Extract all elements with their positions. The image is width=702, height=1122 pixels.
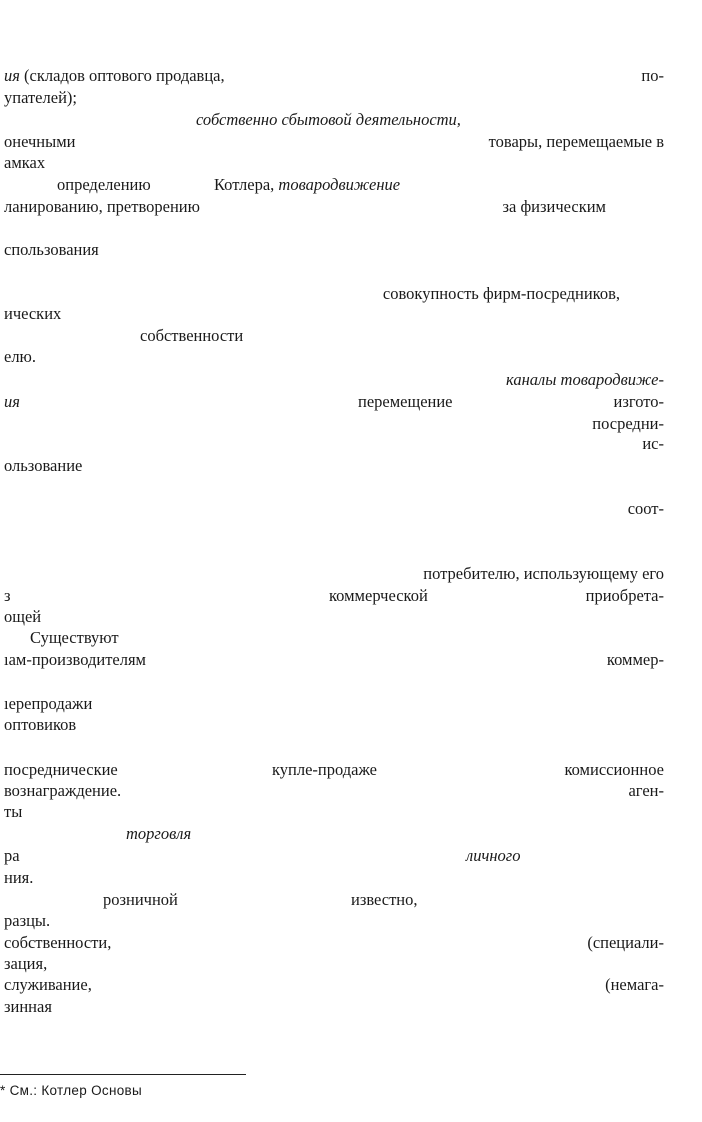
text-line-20-a: з (4, 586, 11, 605)
text-line-27-right: аген- (628, 781, 664, 800)
text-line-20-right: приобрета- (585, 586, 664, 605)
text-line-26-a: посреднические (4, 760, 118, 779)
footnote: * См.: Котлер Основы (0, 1083, 142, 1098)
text-line-27: вознаграждение. (4, 781, 122, 800)
text-line-30-a: ра (4, 846, 20, 865)
text-line-34-right: (специали- (587, 933, 664, 952)
text-line-7: ланированию, претворению (4, 197, 200, 216)
text-line-32-a: розничной (103, 890, 178, 909)
text-line-14-right: изгото- (613, 392, 664, 411)
text-line-1-right: по- (641, 66, 664, 85)
text-line-5: амках (4, 153, 46, 172)
word: (складов оптового продавца, (19, 66, 225, 85)
text-line-22: Существуют (30, 628, 119, 647)
text-line-4-right: товары, перемещаемые в (488, 132, 664, 151)
text-line-21: ощей (4, 607, 42, 626)
text-line-9-right: совокупность фирм-посредников, (382, 284, 620, 303)
text-line-23-right: коммер- (606, 650, 664, 669)
text-line-11: собственности (140, 326, 244, 345)
text-line-14-b: перемещение (358, 392, 453, 411)
text-line-28: ты (4, 802, 23, 821)
text-line-6-a: определению (57, 175, 151, 194)
text-line-33: разцы. (4, 911, 51, 930)
text-line-17: ользование (4, 456, 83, 475)
text-line-16-right: ис- (642, 434, 664, 453)
text-line-23: ıам-производителям (4, 650, 146, 669)
text-line-6-b (214, 175, 400, 195)
word: товародвижение (278, 175, 401, 194)
text-line-19-right: потребителю, использующему его (423, 564, 664, 583)
text-line-31: ния. (4, 868, 34, 887)
text-line-26-b: купле-продаже (272, 760, 377, 779)
text-line-36: служивание, (4, 975, 92, 994)
text-line-34: собственности, (4, 933, 112, 952)
text-line-20-b: коммерческой (329, 586, 428, 605)
text-line-18-right: соот- (627, 499, 664, 518)
text-line-25: оптовиков (4, 715, 77, 734)
text-line-29: торговля (126, 824, 192, 843)
text-line-2: упателей); (4, 88, 77, 107)
text-line-13-right: каналы товародвиже- (506, 370, 664, 389)
text-line-36-right: (немага- (605, 975, 664, 994)
text-line-7-right: за физическим (502, 197, 606, 216)
text-line-3-center: собственно сбытовой деятельности, (196, 110, 461, 129)
text-line-1 (4, 66, 225, 86)
text-line-10: ических (4, 304, 62, 323)
text-line-26-right: комиссионное (564, 760, 664, 779)
text-line-32-b: известно, (351, 890, 418, 909)
text-line-8: спользования (4, 240, 99, 259)
footnote-rule (0, 1074, 246, 1075)
text-line-35: зация, (4, 954, 48, 973)
word: ия (4, 66, 20, 85)
text-line-12: елю. (4, 347, 37, 366)
word: Котлера, (214, 175, 275, 194)
text-line-24: ıерепродажи (4, 694, 93, 713)
text-line-4: онечными (4, 132, 76, 151)
text-line-15-right: посредни- (592, 414, 664, 433)
text-line-14-a: ия (4, 392, 20, 411)
text-line-37: зинная (4, 997, 52, 1016)
text-line-30-b: личного (466, 846, 521, 865)
